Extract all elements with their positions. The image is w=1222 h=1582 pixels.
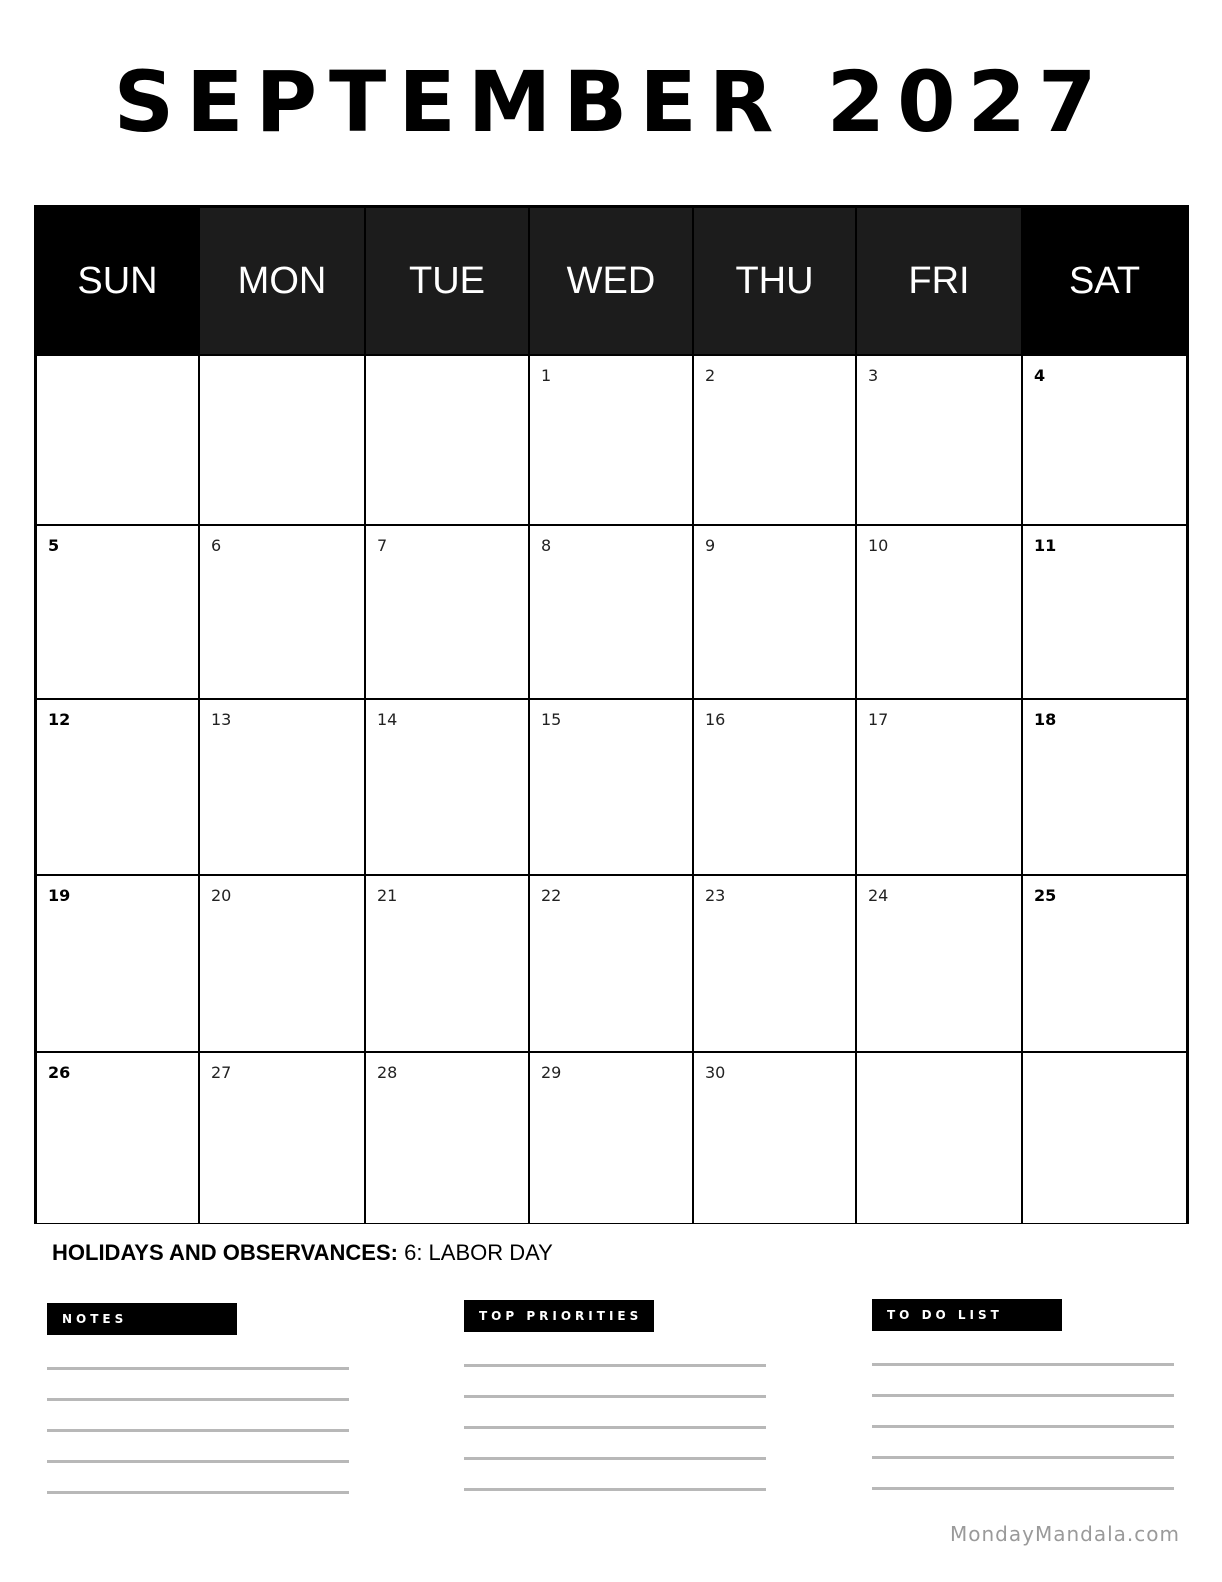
priorities-line xyxy=(464,1457,766,1460)
day-cell xyxy=(857,526,1023,698)
day-number: 3 xyxy=(868,366,879,385)
day-cell xyxy=(200,526,366,698)
day-number: 4 xyxy=(1034,366,1046,385)
day-cell xyxy=(694,526,857,698)
notes-section xyxy=(47,1303,349,1503)
day-number: 14 xyxy=(377,710,398,729)
day-cell xyxy=(366,876,530,1051)
todo-section xyxy=(872,1299,1174,1499)
day-cell xyxy=(200,876,366,1051)
day-cell xyxy=(857,700,1023,874)
day-number: 27 xyxy=(211,1063,232,1082)
day-number: 30 xyxy=(705,1063,726,1082)
empty-day-cell xyxy=(857,1053,1023,1223)
week-row xyxy=(37,874,1186,1051)
todo-line xyxy=(872,1487,1174,1490)
day-number: 20 xyxy=(211,886,232,905)
day-number: 22 xyxy=(541,886,562,905)
day-number: 16 xyxy=(705,710,726,729)
weekday-header-sat: SAT xyxy=(1023,208,1186,354)
todo-line xyxy=(872,1363,1174,1366)
week-row xyxy=(37,354,1186,524)
day-number: 11 xyxy=(1034,536,1057,555)
day-cell xyxy=(694,1053,857,1223)
todo-line xyxy=(872,1456,1174,1459)
day-number: 8 xyxy=(541,536,552,555)
empty-day-cell xyxy=(366,356,530,524)
weekday-header-fri: FRI xyxy=(857,208,1023,354)
todo-line xyxy=(872,1394,1174,1397)
day-number: 18 xyxy=(1034,710,1057,729)
day-cell xyxy=(366,526,530,698)
empty-day-cell xyxy=(37,356,200,524)
day-cell xyxy=(530,526,694,698)
weekday-header-row xyxy=(37,208,1186,354)
day-number: 6 xyxy=(211,536,222,555)
holidays-text: 6: LABOR DAY xyxy=(404,1240,553,1265)
notes-line xyxy=(47,1398,349,1401)
day-cell xyxy=(37,876,200,1051)
notes-line xyxy=(47,1367,349,1370)
weekday-header-tue: TUE xyxy=(366,208,530,354)
holidays-label: HOLIDAYS AND OBSERVANCES: xyxy=(52,1240,398,1265)
day-cell xyxy=(366,700,530,874)
day-cell xyxy=(530,700,694,874)
day-cell xyxy=(530,1053,694,1223)
day-cell xyxy=(694,356,857,524)
weekday-header-thu: THU xyxy=(694,208,857,354)
notes-line xyxy=(47,1429,349,1432)
day-cell xyxy=(530,356,694,524)
day-cell xyxy=(857,876,1023,1051)
day-cell xyxy=(366,1053,530,1223)
day-cell xyxy=(857,356,1023,524)
day-cell xyxy=(37,526,200,698)
day-number: 13 xyxy=(211,710,232,729)
day-cell xyxy=(1023,876,1186,1051)
day-number: 28 xyxy=(377,1063,398,1082)
day-number: 25 xyxy=(1034,886,1057,905)
week-row xyxy=(37,698,1186,874)
day-grid xyxy=(37,354,1186,1223)
day-number: 21 xyxy=(377,886,398,905)
day-number: 1 xyxy=(541,366,552,385)
day-cell xyxy=(530,876,694,1051)
day-number: 9 xyxy=(705,536,716,555)
day-number: 2 xyxy=(705,366,716,385)
day-cell xyxy=(37,1053,200,1223)
calendar-grid xyxy=(34,205,1189,1224)
week-row xyxy=(37,524,1186,698)
day-number: 7 xyxy=(377,536,388,555)
priorities-line xyxy=(464,1426,766,1429)
day-number: 17 xyxy=(868,710,889,729)
priorities-line xyxy=(464,1488,766,1491)
notes-line xyxy=(47,1491,349,1494)
day-number: 26 xyxy=(48,1063,71,1082)
holidays-line xyxy=(52,1240,553,1266)
weekday-header-wed: WED xyxy=(530,208,694,354)
day-cell xyxy=(1023,700,1186,874)
day-cell xyxy=(1023,356,1186,524)
todo-line xyxy=(872,1425,1174,1428)
day-number: 10 xyxy=(868,536,889,555)
notes-line xyxy=(47,1460,349,1463)
day-number: 24 xyxy=(868,886,889,905)
empty-day-cell xyxy=(200,356,366,524)
todo-heading: TO DO LIST xyxy=(872,1299,1062,1331)
empty-day-cell xyxy=(1023,1053,1186,1223)
day-number: 23 xyxy=(705,886,726,905)
day-number: 19 xyxy=(48,886,71,905)
priorities-line xyxy=(464,1395,766,1398)
day-number: 15 xyxy=(541,710,562,729)
day-cell xyxy=(1023,526,1186,698)
footer-brand: MondayMandala.com xyxy=(950,1522,1180,1546)
calendar-title: SEPTEMBER 2027 xyxy=(113,53,1109,151)
day-cell xyxy=(37,700,200,874)
priorities-heading: TOP PRIORITIES xyxy=(464,1300,654,1332)
day-number: 5 xyxy=(48,536,60,555)
week-row xyxy=(37,1051,1186,1223)
priorities-section xyxy=(464,1300,766,1500)
weekday-header-sun: SUN xyxy=(37,208,200,354)
day-number: 12 xyxy=(48,710,71,729)
day-cell xyxy=(200,1053,366,1223)
day-cell xyxy=(694,876,857,1051)
day-cell xyxy=(200,700,366,874)
day-cell xyxy=(694,700,857,874)
priorities-line xyxy=(464,1364,766,1367)
day-number: 29 xyxy=(541,1063,562,1082)
weekday-header-mon: MON xyxy=(200,208,366,354)
notes-heading: NOTES xyxy=(47,1303,237,1335)
